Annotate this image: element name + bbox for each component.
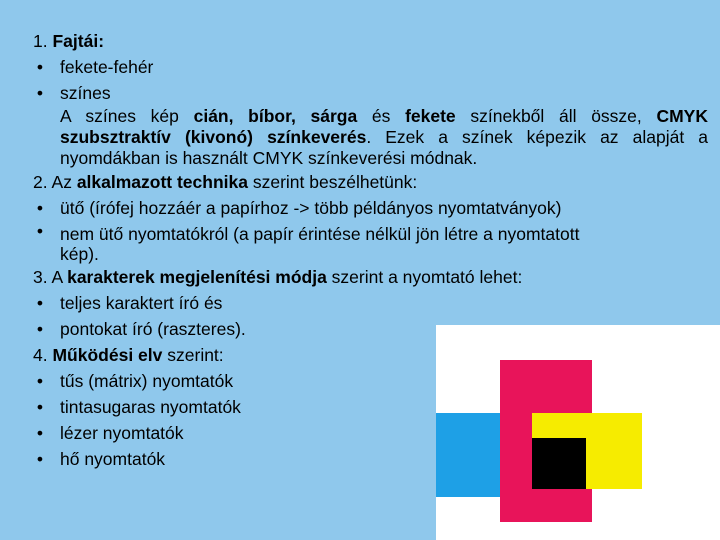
list-item xyxy=(33,195,708,221)
bullet-icon: • xyxy=(36,293,44,313)
desc-text: színekből áll össze, xyxy=(455,106,657,126)
bullet-icon: • xyxy=(36,198,44,218)
bullet-icon: • xyxy=(36,449,44,469)
list-item xyxy=(33,316,708,342)
list-item xyxy=(33,221,708,264)
section-1-heading xyxy=(33,28,708,54)
desc-text: és xyxy=(357,106,406,126)
list-item xyxy=(33,446,708,472)
heading-text: Az xyxy=(51,172,77,192)
section-4-heading xyxy=(33,342,708,368)
section-number: 3. xyxy=(33,267,48,287)
bullet-icon: • xyxy=(36,319,44,339)
bullet-icon: • xyxy=(36,221,44,241)
list-item xyxy=(33,290,708,316)
bullet-icon: • xyxy=(36,423,44,443)
heading-bold: alkalmazott technika xyxy=(76,172,248,192)
section-number: 1. xyxy=(33,31,48,51)
heading-text: A xyxy=(51,267,68,287)
list-item-text-continued: kép). xyxy=(60,244,99,264)
list-item xyxy=(33,80,708,106)
section-number: 2. xyxy=(33,172,48,192)
list-item-text: ütő (írófej hozzáér a papírhoz -> több példányos nyomtatványok) xyxy=(60,198,562,218)
list-item-text: teljes karaktert író és xyxy=(60,293,223,313)
list-item xyxy=(33,394,708,420)
color-description xyxy=(60,106,708,169)
heading-bold: Működési elv xyxy=(52,345,163,365)
list-item-text: tintasugaras nyomtatók xyxy=(60,397,241,417)
slide-content xyxy=(33,28,708,472)
desc-text: . Ezek a színek képezik az alapját a nyomdákban is használt CMYK színkeverési módnak. xyxy=(60,127,709,168)
section-2-heading xyxy=(33,169,708,195)
list-item-text: pontokat író (raszteres). xyxy=(60,319,246,339)
section-title: Fajtái: xyxy=(52,31,105,51)
heading-text: szerint beszélhetünk: xyxy=(247,172,418,192)
bullet-icon: • xyxy=(36,397,44,417)
section-number: 4. xyxy=(33,345,48,365)
list-item xyxy=(33,368,708,394)
bullet-icon: • xyxy=(36,57,44,77)
bullet-icon: • xyxy=(36,83,44,103)
section-3-heading xyxy=(33,264,708,290)
desc-text: A színes kép xyxy=(60,106,194,126)
list-item-text: színes xyxy=(60,83,111,103)
list-item xyxy=(33,420,708,446)
list-item-text: fekete-fehér xyxy=(60,57,154,77)
heading-text: szerint: xyxy=(162,345,224,365)
heading-bold: karakterek megjelenítési módja xyxy=(67,267,327,287)
list-item-text: lézer nyomtatók xyxy=(60,423,184,443)
list-item-text: nem ütő nyomtatókról (a papír érintése nélkül jön létre a nyomtatott xyxy=(60,224,580,244)
heading-text: szerint a nyomtató lehet: xyxy=(326,267,523,287)
desc-colors: cián, bíbor, sárga xyxy=(193,106,358,126)
list-item xyxy=(33,54,708,80)
desc-cmyk: CMYK szubsztraktív (kivonó) színkeverés xyxy=(60,106,708,147)
desc-black: fekete xyxy=(405,106,456,126)
list-item-text: hő nyomtatók xyxy=(60,449,166,469)
list-item-text: tűs (mátrix) nyomtatók xyxy=(60,371,234,391)
bullet-icon: • xyxy=(36,371,44,391)
